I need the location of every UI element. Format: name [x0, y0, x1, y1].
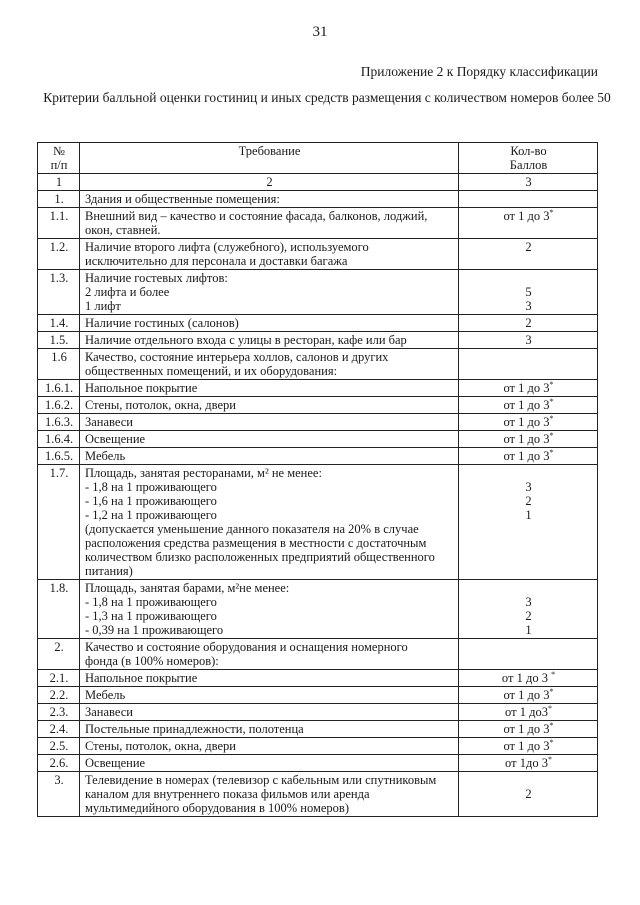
- table-row: [38, 397, 598, 414]
- requirement-line: (допускается уменьшение данного показателя на 20% в случае: [85, 522, 419, 536]
- requirement-line: - 1,8 на 1 проживающего: [85, 595, 217, 609]
- row-number: 3.: [38, 772, 80, 817]
- document-title: Критерии балльной оценки гостиниц и иных средств размещения с количеством номеров более 50: [43, 90, 611, 105]
- points-line: от 1до 3*: [505, 754, 552, 770]
- requirement-line: - 1,2 на 1 проживающего: [85, 508, 217, 522]
- requirement-line: Занавеси: [85, 705, 133, 719]
- header-row: [38, 143, 598, 174]
- appendix-caption: Приложение 2 к Порядку классификации: [360, 64, 598, 79]
- points-line: [464, 581, 593, 595]
- row-requirement: [80, 738, 459, 755]
- requirement-line: питания): [85, 564, 133, 578]
- row-points: [459, 349, 598, 380]
- row-requirement: [80, 332, 459, 349]
- table-row: [38, 191, 598, 208]
- requirement-line: Мебель: [85, 688, 126, 702]
- row-requirement: [80, 721, 459, 738]
- requirement-line: Качество, состояние интерьера холлов, салонов и других: [85, 350, 389, 364]
- requirement-line: количеством близко расположенных предприятий общественного: [85, 550, 435, 564]
- header-requirement: Требование: [80, 143, 459, 174]
- row-number: 1.2.: [38, 239, 80, 270]
- requirement-line: Освещение: [85, 756, 146, 770]
- row-points: [459, 721, 598, 738]
- requirement-line: Занавеси: [85, 415, 133, 429]
- table-row: [38, 639, 598, 670]
- row-number: 2.: [38, 639, 80, 670]
- row-points: [459, 380, 598, 397]
- table-row: [38, 721, 598, 738]
- requirement-line: фонда (в 100% номеров):: [85, 654, 219, 668]
- points-line: [464, 564, 593, 578]
- requirement-line: Внешний вид – качество и состояние фасада, балконов, лоджий,: [85, 209, 428, 223]
- points-line: [464, 536, 593, 550]
- points-line: от 1 до 3*: [503, 207, 554, 223]
- row-requirement: [80, 380, 459, 397]
- requirement-line: 1 лифт: [85, 299, 121, 313]
- row-requirement: [80, 191, 459, 208]
- row-points: [459, 315, 598, 332]
- row-number: 2.2.: [38, 687, 80, 704]
- row-requirement: [80, 349, 459, 380]
- row-points: [459, 465, 598, 580]
- points-line: 3: [525, 299, 532, 313]
- row-points: [459, 270, 598, 315]
- requirement-line: Наличие отдельного входа с улицы в ресторан, кафе или бар: [85, 333, 407, 347]
- points-line: [464, 640, 593, 654]
- row-requirement: [80, 431, 459, 448]
- header-number-line: №: [53, 144, 65, 158]
- header-points-line: Баллов: [509, 158, 548, 172]
- row-points: [459, 448, 598, 465]
- row-number: 1.4.: [38, 315, 80, 332]
- points-line: 2: [525, 494, 532, 508]
- requirement-line: Постельные принадлежности, полотенца: [85, 722, 304, 736]
- table-row: [38, 448, 598, 465]
- table-row: [38, 208, 598, 239]
- row-requirement: [80, 397, 459, 414]
- row-points: [459, 397, 598, 414]
- table-row: [38, 332, 598, 349]
- requirement-line: Качество и состояние оборудования и оснащения номерного: [85, 640, 408, 654]
- requirement-line: - 1,3 на 1 проживающего: [85, 609, 217, 623]
- requirement-line: Мебель: [85, 449, 126, 463]
- points-line: [464, 550, 593, 564]
- requirement-line: каналом для внутреннего показа фильмов или аренда: [85, 787, 370, 801]
- requirement-line: общественных помещений, и их оборудования:: [85, 364, 338, 378]
- requirement-line: - 0,39 на 1 проживающего: [85, 623, 224, 637]
- requirement-line: Напольное покрытие: [85, 671, 198, 685]
- requirement-line: исключительно для персонала и доставки багажа: [85, 254, 348, 268]
- table-row: [38, 580, 598, 639]
- points-line: 2: [525, 316, 532, 330]
- table-row: [38, 270, 598, 315]
- points-line: от 1 до 3 *: [501, 669, 556, 685]
- points-line: [464, 192, 593, 206]
- column-number: 3: [459, 174, 598, 191]
- requirement-line: Наличие второго лифта (служебного), используемого: [85, 240, 369, 254]
- row-points: [459, 239, 598, 270]
- points-line: от 1 до 3*: [503, 686, 554, 702]
- header-points-line: Кол-во: [510, 144, 547, 158]
- points-line: 3: [525, 333, 532, 347]
- requirement-line: - 1,8 на 1 проживающего: [85, 480, 217, 494]
- points-line: от 1 до 3*: [503, 430, 554, 446]
- requirement-line: Площадь, занятая барами, м²не менее:: [85, 581, 290, 595]
- points-line: от 1 до 3*: [503, 737, 554, 753]
- row-points: [459, 332, 598, 349]
- row-points: [459, 414, 598, 431]
- row-points: [459, 580, 598, 639]
- table-row: [38, 687, 598, 704]
- requirement-line: Стены, потолок, окна, двери: [85, 739, 236, 753]
- row-number: 1.6.2.: [38, 397, 80, 414]
- row-requirement: [80, 580, 459, 639]
- row-number: 1.3.: [38, 270, 80, 315]
- page-number: 31: [312, 24, 328, 40]
- criteria-table: [37, 142, 598, 817]
- points-line: [464, 466, 593, 480]
- row-number: 1.: [38, 191, 80, 208]
- requirement-line: Напольное покрытие: [85, 381, 198, 395]
- points-line: 3: [525, 480, 532, 494]
- points-line: 2: [525, 609, 532, 623]
- points-line: 3: [525, 595, 532, 609]
- points-line: [464, 522, 593, 536]
- points-line: 5: [525, 285, 532, 299]
- requirement-line: Наличие гостиных (салонов): [85, 316, 239, 330]
- requirement-line: Площадь, занятая ресторанами, м² не менее:: [85, 466, 322, 480]
- points-line: 2: [525, 787, 532, 801]
- table-row: [38, 315, 598, 332]
- row-number: 1.6.1.: [38, 380, 80, 397]
- table-row: [38, 431, 598, 448]
- row-number: 1.6.3.: [38, 414, 80, 431]
- row-requirement: [80, 687, 459, 704]
- row-number: 1.1.: [38, 208, 80, 239]
- row-requirement: [80, 448, 459, 465]
- row-requirement: [80, 670, 459, 687]
- row-points: [459, 704, 598, 721]
- column-number: 2: [80, 174, 459, 191]
- points-line: 1: [525, 623, 532, 637]
- table-row: [38, 755, 598, 772]
- row-number: 2.1.: [38, 670, 80, 687]
- table-row: [38, 380, 598, 397]
- points-line: от 1 до 3*: [503, 379, 554, 395]
- table-row: [38, 772, 598, 817]
- requirement-line: Стены, потолок, окна, двери: [85, 398, 236, 412]
- table-row: [38, 414, 598, 431]
- requirement-line: Освещение: [85, 432, 146, 446]
- table-row: [38, 349, 598, 380]
- row-points: [459, 431, 598, 448]
- points-line: от 1 до 3*: [503, 413, 554, 429]
- row-number: 2.4.: [38, 721, 80, 738]
- row-number: 1.6: [38, 349, 80, 380]
- points-line: [464, 350, 593, 364]
- table-row: [38, 670, 598, 687]
- points-line: 1: [525, 508, 532, 522]
- requirement-line: мультимедийного оборудования в 100% номеров): [85, 801, 349, 815]
- criteria-rows: [38, 191, 598, 817]
- requirement-line: Телевидение в номерах (телевизор с кабельным или спутниковым: [85, 773, 437, 787]
- table-row: [38, 704, 598, 721]
- row-points: [459, 738, 598, 755]
- row-requirement: [80, 270, 459, 315]
- table-row: [38, 738, 598, 755]
- row-requirement: [80, 772, 459, 817]
- header-number-line: п/п: [50, 158, 68, 172]
- row-requirement: [80, 315, 459, 332]
- points-line: [464, 773, 593, 787]
- requirement-line: расположения средства размещения в местности с достаточным: [85, 536, 427, 550]
- points-line: от 1 до3*: [505, 703, 552, 719]
- row-points: [459, 670, 598, 687]
- row-requirement: [80, 639, 459, 670]
- row-number: 1.6.4.: [38, 431, 80, 448]
- row-number: 2.5.: [38, 738, 80, 755]
- table-row: [38, 465, 598, 580]
- row-requirement: [80, 208, 459, 239]
- row-number: 1.8.: [38, 580, 80, 639]
- row-points: [459, 639, 598, 670]
- row-number: 1.5.: [38, 332, 80, 349]
- row-number: 1.6.5.: [38, 448, 80, 465]
- header-points: [459, 143, 598, 174]
- points-line: от 1 до 3*: [503, 396, 554, 412]
- row-points: [459, 191, 598, 208]
- row-requirement: [80, 414, 459, 431]
- row-number: 1.7.: [38, 465, 80, 580]
- points-line: от 1 до 3*: [503, 447, 554, 463]
- row-number: 2.6.: [38, 755, 80, 772]
- row-points: [459, 772, 598, 817]
- requirement-line: Здания и общественные помещения:: [85, 192, 280, 206]
- points-line: [464, 271, 593, 285]
- requirement-line: окон, ставней.: [85, 223, 161, 237]
- row-points: [459, 687, 598, 704]
- row-number: 2.3.: [38, 704, 80, 721]
- table-row: [38, 239, 598, 270]
- row-requirement: [80, 239, 459, 270]
- row-requirement: [80, 755, 459, 772]
- requirement-line: 2 лифта и более: [85, 285, 170, 299]
- row-points: [459, 755, 598, 772]
- column-number-row: [38, 174, 598, 191]
- column-number: 1: [38, 174, 80, 191]
- points-line: [464, 801, 593, 815]
- row-requirement: [80, 704, 459, 721]
- row-requirement: [80, 465, 459, 580]
- points-line: от 1 до 3*: [503, 720, 554, 736]
- requirement-line: - 1,6 на 1 проживающего: [85, 494, 217, 508]
- header-number: [38, 143, 80, 174]
- points-line: 2: [525, 240, 532, 254]
- row-points: [459, 208, 598, 239]
- requirement-line: Наличие гостевых лифтов:: [85, 271, 228, 285]
